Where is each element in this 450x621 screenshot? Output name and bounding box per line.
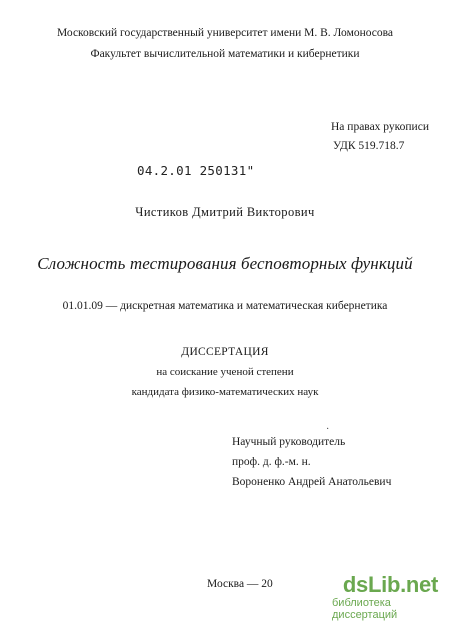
university-name: Московский государственный университет имени М. В. Ломоносова — [56, 27, 394, 39]
manuscript-rights-label: На правах рукописи — [331, 121, 429, 133]
watermark-tagline: библиотека диссертаций — [332, 597, 398, 621]
library-stamp-code — [137, 163, 254, 178]
author-name: Чистиков Дмитрий Викторович — [135, 205, 315, 219]
dissertation-type: ДИССЕРТАЦИЯ — [181, 346, 269, 358]
supervisor-label: Научный руководитель — [232, 436, 346, 448]
stamp-tick-mark: " — [246, 163, 255, 178]
degree-line-2: кандидата физико-математических наук — [131, 386, 319, 398]
stamp-code-text: 04.2.01 250131 — [137, 163, 247, 178]
watermark-logo: dsLib.net — [342, 572, 438, 597]
dslib-watermark — [332, 572, 444, 621]
degree-line-1: на соискание ученой степени — [156, 366, 294, 378]
udk-code: УДК 519.718.7 — [333, 140, 405, 152]
supervisor-name: Вороненко Андрей Анатольевич — [232, 476, 392, 488]
dissertation-title: Сложность тестирования бесповторных функций — [37, 254, 413, 273]
city-year: Москва — 20 — [207, 578, 273, 590]
supervisor-degree: проф. д. ф.-м. н. — [232, 456, 311, 468]
scan-speck: · — [326, 424, 330, 435]
faculty-name: Факультет вычислительной математики и кибернетики — [90, 48, 360, 60]
specialty-code: 01.01.09 — дискретная математика и математическая кибернетика — [62, 300, 388, 312]
